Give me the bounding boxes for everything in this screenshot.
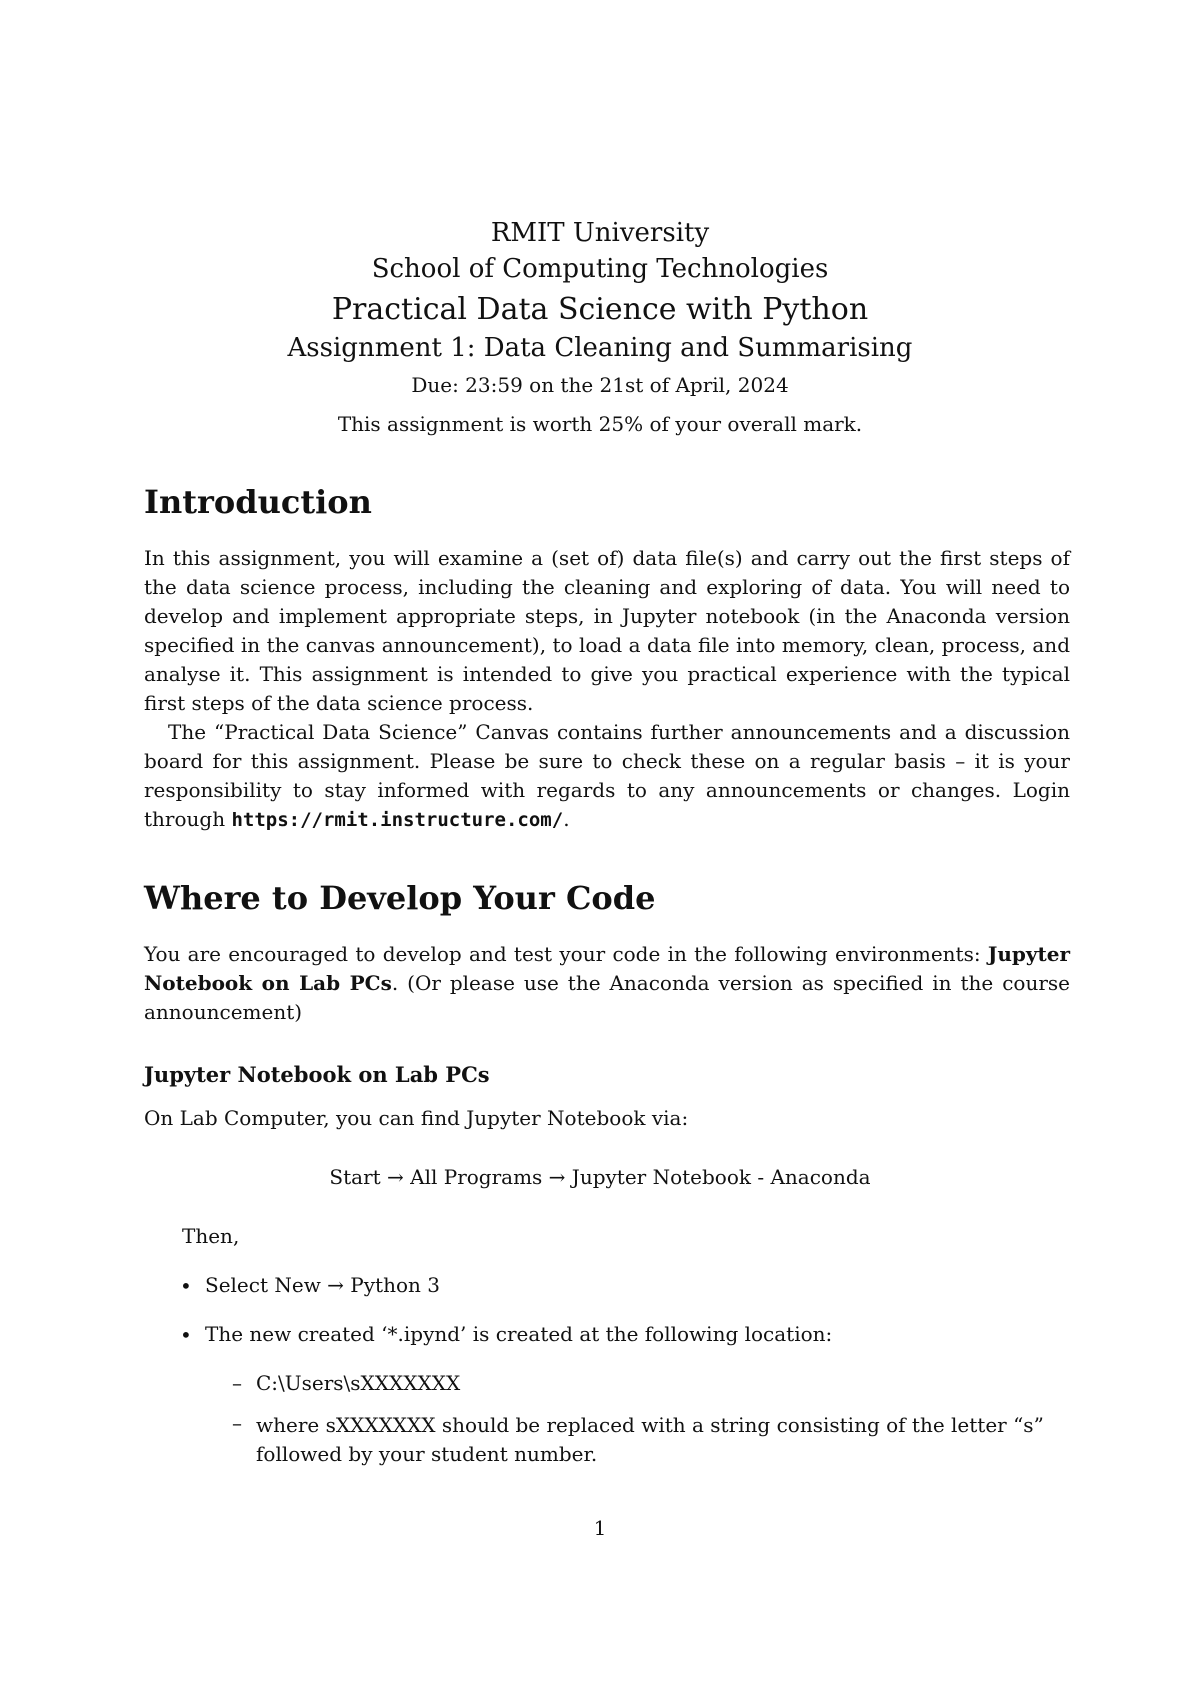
- introduction-paragraph-1: In this assignment, you will examine a (set of) data file(s) and carry out the first steps of the data science process, including the cleaning and exploring of data. You will need to develop and implement appropriate steps, in Jupyter notebook (in the Anaconda version specified in the canvas announcement), to load a data file into memory, clean, process, and analyse it. This assignment is intended to give you practical experience with the typical first steps of the data science process.: [144, 546, 1070, 715]
- sub-item-path: C:\Users\sXXXXXXX: [256, 1371, 461, 1395]
- university-name: RMIT University: [490, 218, 710, 248]
- assignment-title: Assignment 1: Data Cleaning and Summarising: [287, 333, 913, 363]
- introduction-heading: Introduction: [144, 483, 372, 521]
- sub-item-student-number: where sXXXXXXX should be replaced with a string consisting of the letter “s” followed by your student number.: [256, 1413, 1044, 1466]
- introduction-paragraph-2-text: The “Practical Data Science” Canvas contains further announcements and a discussion board for this assignment. Please be sure to check these on a regular basis – it is your responsibility to stay informed with regards to any announcements or changes. Login through: [144, 720, 1070, 831]
- bullet-icon: •: [180, 1274, 192, 1298]
- where-to-develop-paragraph: [144, 940, 1070, 1027]
- canvas-link[interactable]: https://rmit.instructure.com/: [231, 809, 564, 831]
- where-paragraph-bold: Jupyter Notebook on Lab PCs: [144, 942, 1070, 995]
- dash-icon: –: [232, 1371, 242, 1395]
- bullet-file-location: The new created ‘*.ipynd’ is created at the following location:: [205, 1322, 833, 1346]
- where-paragraph-start: You are encouraged to develop and test your code in the following environments:: [144, 942, 988, 966]
- bullet-icon: •: [180, 1323, 192, 1347]
- where-to-develop-heading: Where to Develop Your Code: [144, 879, 656, 917]
- lab-computer-intro: On Lab Computer, you can find Jupyter Notebook via:: [144, 1106, 689, 1130]
- due-date: Due: 23:59 on the 21st of April, 2024: [411, 373, 789, 397]
- bullet-select-new: Select New → Python 3: [205, 1273, 440, 1297]
- then-label: Then,: [182, 1224, 240, 1248]
- dash-icon: –: [232, 1411, 242, 1435]
- page-number: 1: [593, 1516, 607, 1540]
- introduction-paragraph-2-end: .: [563, 807, 570, 831]
- course-title: Practical Data Science with Python: [331, 292, 869, 327]
- where-paragraph-end: . (Or please use the Anaconda version as specified in the course announcement): [144, 971, 1070, 1024]
- assignment-weight: This assignment is worth 25% of your overall mark.: [337, 412, 863, 436]
- introduction-paragraph-2: [144, 718, 1070, 835]
- start-menu-path: Start → All Programs → Jupyter Notebook - Anaconda: [329, 1165, 871, 1189]
- school-name: School of Computing Technologies: [371, 254, 829, 284]
- jupyter-lab-heading: Jupyter Notebook on Lab PCs: [144, 1062, 490, 1087]
